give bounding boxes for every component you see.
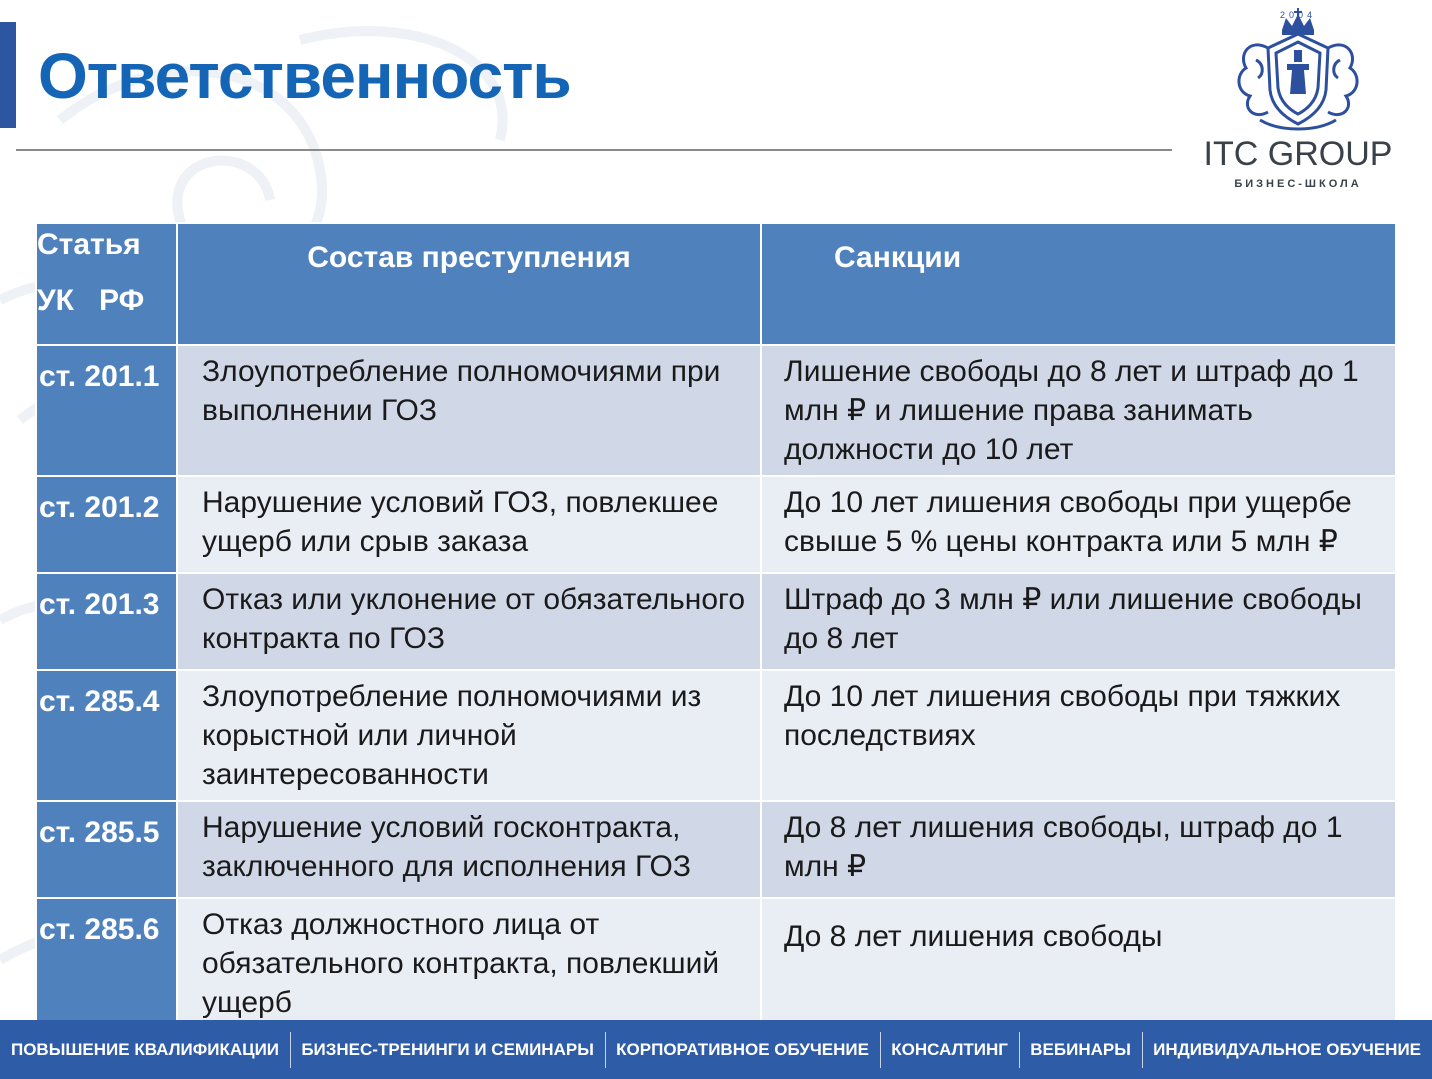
header-article — [36, 223, 177, 345]
footer-link-corporate[interactable]: КОРПОРАТИВНОЕ ОБУЧЕНИЕ — [616, 1039, 869, 1059]
footer-link-qualification[interactable]: ПОВЫШЕНИЕ КВАЛИФИКАЦИИ — [10, 1039, 279, 1059]
table-row — [36, 670, 1396, 801]
footer-link-trainings[interactable]: БИЗНЕС-ТРЕНИНГИ И СЕМИНАРЫ — [301, 1039, 594, 1059]
crime-cell: Нарушение условий госконтракта, заключенного для исполнения ГОЗ — [177, 801, 761, 898]
article-cell: ст. 201.2 — [36, 476, 177, 573]
table-header-row — [36, 223, 1396, 345]
crime-cell: Злоупотребление полномочиями из корыстной или личной заинтересованности — [177, 670, 761, 801]
footer-link-webinars[interactable]: ВЕБИНАРЫ — [1030, 1039, 1131, 1059]
table-row — [36, 345, 1396, 476]
sanction-cell: До 10 лет лишения свободы при ущербе свыше 5 % цены контракта или 5 млн ₽ — [761, 476, 1396, 573]
page-title: Ответственность — [38, 40, 571, 112]
itc-group-logo — [1196, 8, 1400, 192]
sanction-cell: До 10 лет лишения свободы при тяжких последствиях — [761, 670, 1396, 801]
footer-nav — [0, 1020, 1432, 1079]
article-cell: ст. 285.4 — [36, 670, 177, 801]
logo-name: ITC GROUP — [1203, 135, 1393, 173]
sanction-cell: До 8 лет лишения свободы — [761, 898, 1396, 1029]
crest-emblem-icon — [1230, 8, 1366, 136]
table-row — [36, 476, 1396, 573]
title-accent-bar — [0, 22, 16, 128]
title-divider — [16, 149, 1172, 151]
logo-year: 2004 — [1279, 10, 1317, 20]
article-cell: ст. 285.6 — [36, 898, 177, 1029]
responsibility-table — [35, 222, 1397, 1030]
crime-cell: Отказ или уклонение от обязательного контракта по ГОЗ — [177, 573, 761, 670]
article-cell: ст. 201.3 — [36, 573, 177, 670]
footer-link-consulting[interactable]: КОНСАЛТИНГ — [891, 1039, 1008, 1059]
table-row — [36, 573, 1396, 670]
header-article-line1: Статья — [37, 228, 141, 261]
crime-cell: Нарушение условий ГОЗ, повлекшее ущерб или срыв заказа — [177, 476, 761, 573]
header-sanctions: Санкции — [761, 223, 1396, 345]
table-row — [36, 898, 1396, 1029]
crime-cell: Злоупотребление полномочиями при выполнении ГОЗ — [177, 345, 761, 476]
crime-cell: Отказ должностного лица от обязательного контракта, повлекший ущерб — [177, 898, 761, 1029]
header-crime: Состав преступления — [177, 223, 761, 345]
header-article-line2: УК РФ — [37, 284, 145, 317]
article-cell: ст. 201.1 — [36, 345, 177, 476]
logo-subtitle: БИЗНЕС-ШКОЛА — [1234, 178, 1362, 190]
table-row — [36, 801, 1396, 898]
sanction-cell: До 8 лет лишения свободы, штраф до 1 млн ₽ — [761, 801, 1396, 898]
article-cell: ст. 285.5 — [36, 801, 177, 898]
sanction-cell: Лишение свободы до 8 лет и штраф до 1 млн ₽ и лишение права занимать должности до 10 лет — [761, 345, 1396, 476]
footer-link-individual[interactable]: ИНДИВИДУАЛЬНОЕ ОБУЧЕНИЕ — [1153, 1039, 1422, 1059]
sanction-cell: Штраф до 3 млн ₽ или лишение свободы до 8 лет — [761, 573, 1396, 670]
